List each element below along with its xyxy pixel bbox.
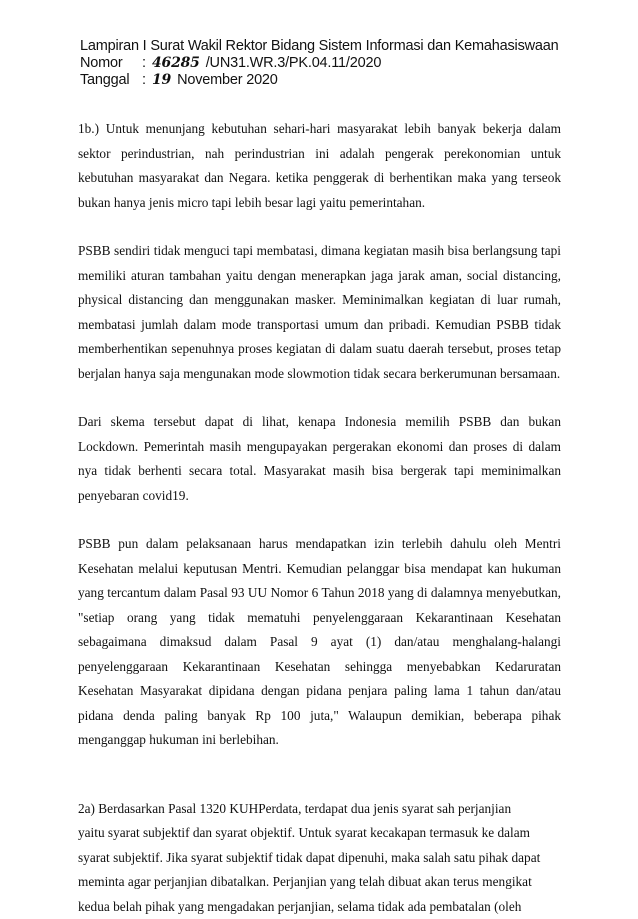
paragraph-skema: Dari skema tersebut dapat di lihat, kenapa Indonesia memilih PSBB dan bukan Lockdown. Pemerintah masih mengupayakan pergerakan ekonomi dan proses di dalam nya tidak berhenti secara total. Masyarakat masih bisa bergerak tapi meminimalkan penyebaran covid19. (78, 410, 561, 508)
tanggal-value: November 2020 (177, 72, 278, 88)
letter-header (80, 38, 558, 89)
tanggal-colon: : (142, 72, 152, 88)
nomor-colon: : (142, 55, 152, 71)
paragraph-psbb: PSBB sendiri tidak menguci tapi membatasi, dimana kegiatan masih bisa berlangsung tapi memiliki aturan tambahan yaitu dengan menerapkan jaga jarak aman, social distancing, physical distancing dan menggunakan masker. Meminimalkan kegiatan di luar rumah, membatasi jumlah dalam mode transportasi umum dan pribadi. Kemudian PSBB tidak memberhentikan sepenuhnya proses kegiatan di dalam suatu daerah tersebut, proses tetap berjalan hanya saja mengunakan mode slowmotion tidak secara berkerumunan bersamaan. (78, 239, 561, 386)
nomor-label: Nomor (80, 55, 142, 71)
paragraph-2a-line: meminta agar perjanjian dibatalkan. Perjanjian yang telah dibuat akan terus mengikat (78, 870, 561, 895)
document-body (78, 117, 561, 919)
paragraph-2a-line: 2a) Berdasarkan Pasal 1320 KUHPerdata, terdapat dua jenis syarat sah perjanjian (78, 797, 561, 822)
nomor-handwritten: 46285 (152, 55, 200, 71)
nomor-value: /UN31.WR.3/PK.04.11/2020 (206, 55, 381, 71)
paragraph-izin: PSBB pun dalam pelaksanaan harus mendapatkan izin terlebih dahulu oleh Mentri Kesehatan melalui keputusan Mentri. Kemudian pelanggar bisa mendapat kan hukuman yang tercantum dalam Pasal 93 UU Nomor 6 Tahun 2018 yang di dalamnya menyebutkan, "setiap orang yang tidak mematuhi penyelenggaraan Kekarantinaan Kesehatan sebagaimana dimaksud dalam Pasal 9 ayat (1) dan/atau menghalang-halangi penyelenggaraan Kekarantinaan Kesehatan sehingga menyebabkan Kedaruratan Kesehatan Masyarakat dipidana dengan pidana penjara paling lama 1 tahun dan/atau pidana denda paling banyak Rp 100 juta," Walaupun demikian, beberapa pihak menganggap hukuman ini berlebihan. (78, 532, 561, 753)
paragraph-1b: 1b.) Untuk menunjang kebutuhan sehari-hari masyarakat lebih banyak bekerja dalam sektor perindustrian, nah perindustrian ini adalah pengerak perekonomian untuk kebutuhan masyarakat dan Negara. ketika penggerak di berhentikan maka yang terseok bukan hanya jenis micro tapi lebih besar lagi yaitu pemerintahan. (78, 117, 561, 215)
paragraph-2a-line: yaitu syarat subjektif dan syarat objektif. Untuk syarat kecakapan termasuk ke dalam (78, 821, 561, 846)
header-nomor-row (80, 55, 558, 72)
tanggal-label: Tanggal (80, 72, 142, 88)
paragraph-2a-line: kedua belah pihak yang mengadakan perjanjian, selama tidak ada pembatalan (oleh (78, 895, 561, 919)
paragraph-2a-line: syarat subjektif. Jika syarat subjektif tidak dapat dipenuhi, maka salah satu pihak dapat (78, 846, 561, 871)
paragraph-2a (78, 797, 561, 919)
header-title: Lampiran I Surat Wakil Rektor Bidang Sistem Informasi dan Kemahasiswaan (80, 38, 558, 55)
tanggal-handwritten: 19 (152, 72, 171, 88)
header-tanggal-row (80, 72, 558, 89)
